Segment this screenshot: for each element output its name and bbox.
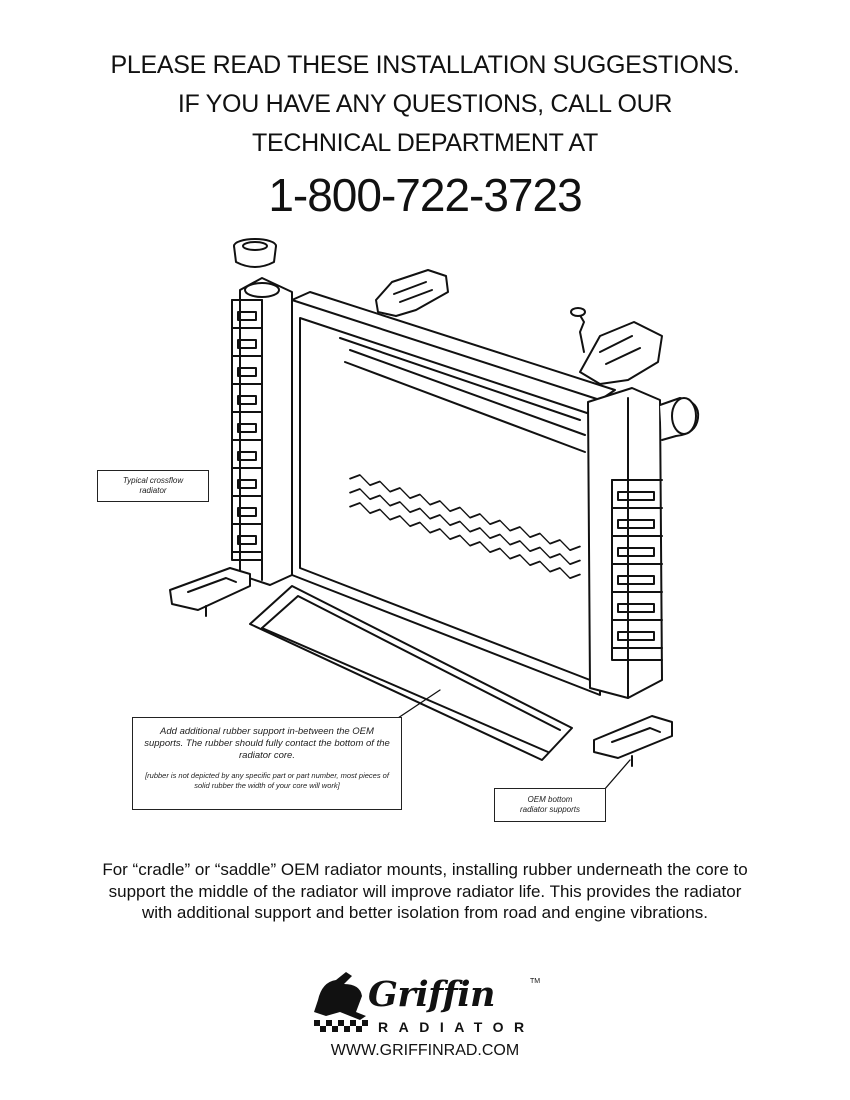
top-bracket-left-icon [376, 270, 448, 316]
website-url: WWW.GRIFFINRAD.COM [330, 1042, 520, 1059]
top-bracket-right-icon [571, 308, 662, 384]
body-paragraph: For “cradle” or “saddle” OEM radiator mounts, installing rubber underneath the core to support the middle of the radiator will improve radiator life. This provides the radiator with additional support and better isolation from road and engine vibrations. [102, 860, 748, 922]
logo-trademark: TM [530, 978, 541, 985]
callout-rubber-main-text: Add additional rubber support in-between the OEM supports. The rubber should fully contact the bottom of the radiator core. [144, 726, 390, 761]
bottom-support-right-icon [594, 716, 672, 766]
callout-rubber-support [132, 717, 402, 810]
callout-rubber-note: [rubber is not depicted by any specific part or part number, most pieces of solid rubber the width of your core will work] [145, 771, 389, 790]
radiator-cap-icon [234, 239, 276, 267]
left-tank [232, 278, 292, 585]
right-tank [588, 388, 698, 698]
callout-crossflow-line-2: radiator [139, 486, 167, 495]
callout-oem-line-2: radiator supports [519, 805, 581, 814]
bottom-support-left-icon [170, 568, 250, 616]
logo-subtitle: RADIATOR [378, 1019, 535, 1035]
callout-oem-line-1: OEM bottom [527, 795, 573, 804]
callout-crossflow [97, 470, 209, 502]
phone-number: 1-800-722-3723 [268, 169, 582, 221]
callout-crossflow-line-1: Typical crossflow [122, 476, 184, 485]
logo-wordmark: Griffin [368, 974, 495, 1015]
header-line-2: IF YOU HAVE ANY QUESTIONS, CALL OUR [177, 90, 673, 118]
header-line-1: PLEASE READ THESE INSTALLATION SUGGESTIONS. [110, 51, 740, 79]
callout-oem-supports [494, 788, 606, 822]
header-line-3: TECHNICAL DEPARTMENT AT [252, 129, 598, 157]
griffin-logo [312, 974, 552, 1038]
